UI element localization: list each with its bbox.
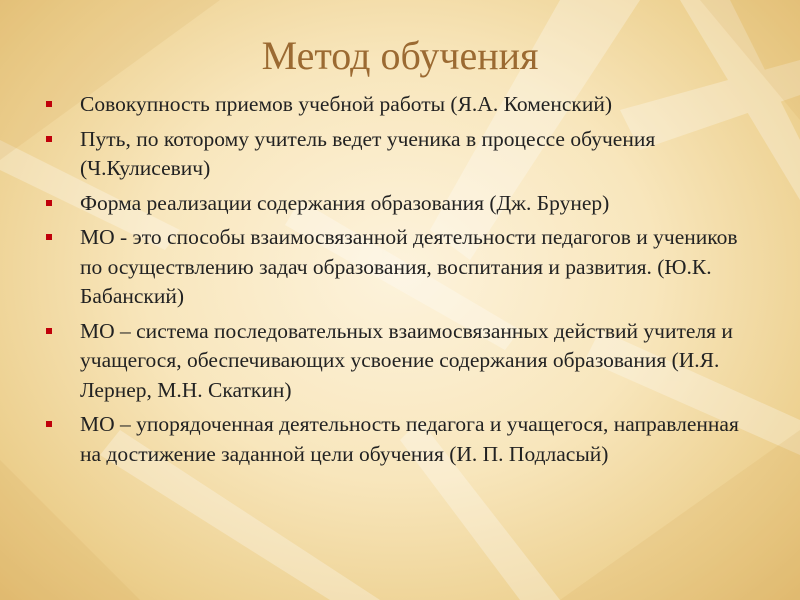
bullet-text: МО – система последовательных взаимосвязанных действий учителя и учащегося, обеспечивающих усвоение содержания образования (И.Я. Лернер, М.Н. Скаткин) xyxy=(80,318,733,402)
bullet-square-icon xyxy=(46,421,52,427)
bullet-item xyxy=(44,317,764,406)
bullet-text: МО – упорядоченная деятельность педагога и учащегося, направленная на достижение заданной цели обучения (И. П. Подласый) xyxy=(80,412,739,466)
bullet-text: Совокупность приемов учебной работы (Я.А. Коменский) xyxy=(80,92,613,116)
bullet-text: Путь, по которому учитель ведет ученика в процессе обучения (Ч.Кулисевич) xyxy=(80,126,656,180)
bullet-item xyxy=(44,223,764,312)
bullet-square-icon xyxy=(46,200,52,206)
bullet-text: Форма реализации содержания образования (Дж. Брунер) xyxy=(80,190,610,215)
bullet-item xyxy=(44,90,764,120)
bullet-item xyxy=(44,410,764,469)
bullet-list xyxy=(44,90,764,474)
bullet-square-icon xyxy=(46,136,52,142)
bullet-item xyxy=(44,125,764,184)
bullet-item xyxy=(44,189,764,219)
bullet-square-icon xyxy=(46,328,52,334)
bullet-square-icon xyxy=(46,234,52,240)
bullet-square-icon xyxy=(46,101,52,107)
slide-title: Метод обучения xyxy=(261,33,539,78)
bullet-text: МО - это способы взаимосвязанной деятельности педагогов и учеников по осуществлению задач образования, воспитания и развития. (Ю.К. Бабанский) xyxy=(80,225,738,308)
